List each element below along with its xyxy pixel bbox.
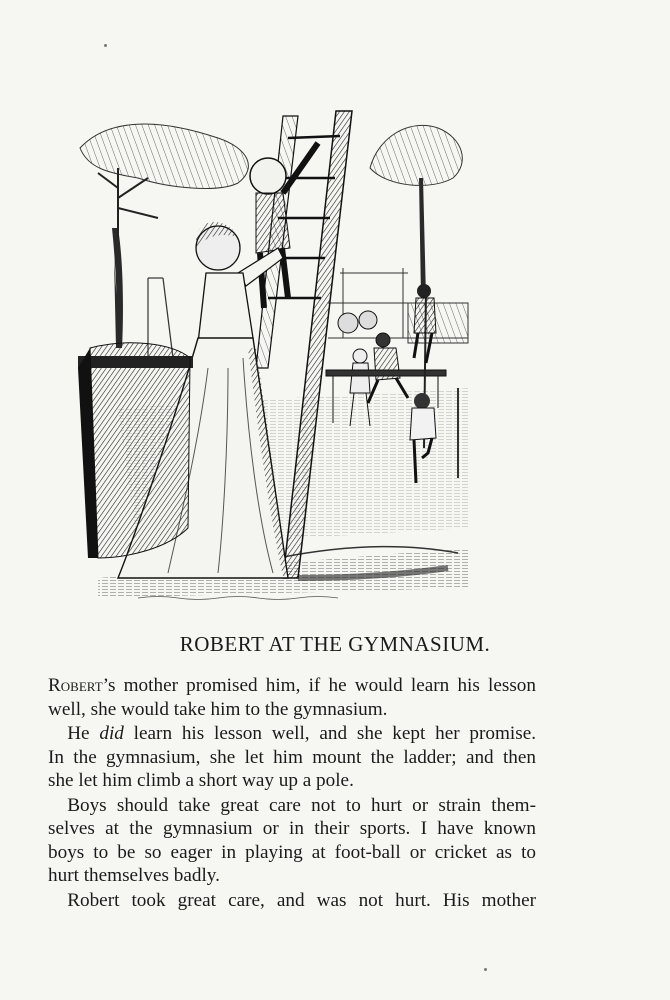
child-on-ladder: [250, 143, 318, 308]
text-line: hurt themselves badly.: [48, 865, 220, 886]
text-line: In the gymnasium, she let him mount the ladder; and then: [48, 746, 536, 768]
paragraph: [48, 889, 536, 913]
body-text: [48, 674, 536, 913]
text-line: Boys should take great care not to hurt or strain them-: [67, 794, 536, 816]
text-line: selves at the gymnasium or in their sports. I have known: [48, 818, 536, 839]
paper-speck: [484, 968, 487, 971]
smallcaps-name: Robert: [48, 675, 103, 696]
paper-speck: [104, 44, 107, 47]
text-line: she let him climb a short way up a pole.: [48, 770, 354, 791]
paragraph: [48, 722, 536, 793]
text-line: boys to be so eager in playing at foot-ball or cricket as to: [48, 841, 536, 863]
text-line: Robert’s mother promised him, if he would learn his lesson: [48, 675, 536, 696]
paragraph: [48, 794, 536, 888]
text-line: well, she would take him to the gymnasium.: [48, 698, 388, 720]
text-line: Robert took great care, and was not hurt. His mother: [67, 889, 536, 911]
paragraph: [48, 674, 536, 721]
emphasis-word: did: [99, 723, 124, 744]
draped-cloth: [78, 343, 193, 558]
text-line: He did learn his lesson well, and she kept her promise.: [67, 723, 537, 744]
page-title: ROBERT AT THE GYMNASIUM.: [179, 632, 491, 656]
engraving-illustration: [78, 108, 478, 608]
